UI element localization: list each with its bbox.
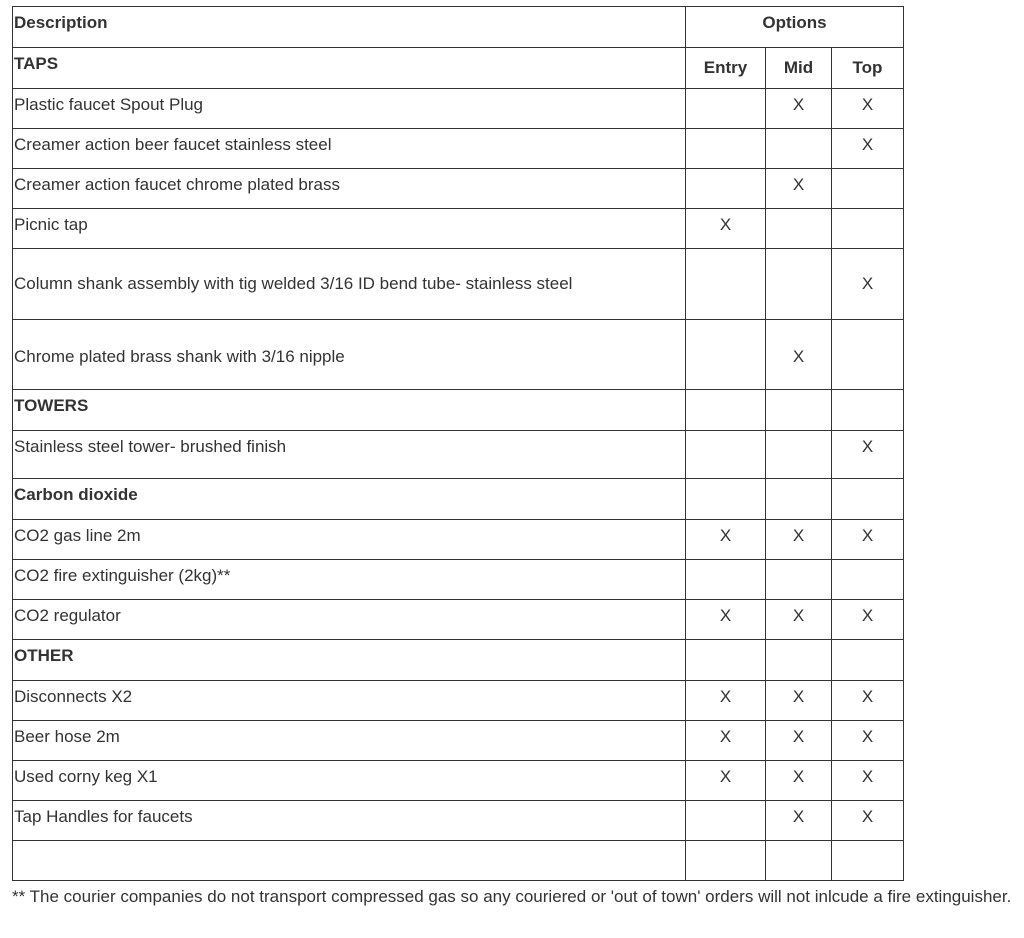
table-row [13,209,904,249]
table-row [13,249,904,320]
row-label: Creamer action beer faucet stainless steel [13,129,686,169]
footnote: ** The courier companies do not transport compressed gas so any couriered or 'out of town' orders will not inlcude a fire extinguisher. [12,887,1012,906]
row-label [13,841,686,881]
entry-mark: X [686,600,766,640]
table-row [13,520,904,560]
table-row [13,560,904,600]
row-label: CO2 gas line 2m [13,520,686,560]
entry-mark: X [686,209,766,249]
top-mark: X [832,520,904,560]
mid-mark: X [766,89,832,129]
top-mark: X [832,129,904,169]
row-label: CO2 regulator [13,600,686,640]
section-title-carbon-dioxide: Carbon dioxide [13,479,686,520]
top-mark [832,841,904,881]
taps-section-row [13,48,904,89]
table-row [13,431,904,479]
mid-mark: X [766,169,832,209]
mid-mark: X [766,681,832,721]
row-label: Plastic faucet Spout Plug [13,89,686,129]
description-header: Description [13,7,686,48]
section-title-other: OTHER [13,640,686,681]
entry-mark [686,320,766,390]
top-mark [832,479,904,520]
top-mark: X [832,249,904,320]
section-title-taps: TAPS [13,48,686,89]
top-mark: X [832,761,904,801]
top-mark [832,560,904,600]
entry-mark [686,640,766,681]
empty-row [13,841,904,881]
mid-mark [766,560,832,600]
row-label: CO2 fire extinguisher (2kg)** [13,560,686,600]
row-label: Chrome plated brass shank with 3/16 nipple [13,320,686,390]
entry-mark [686,801,766,841]
entry-mark [686,431,766,479]
mid-mark: X [766,600,832,640]
mid-mark: X [766,801,832,841]
entry-mark: X [686,520,766,560]
entry-mark [686,169,766,209]
top-mark [832,390,904,431]
mid-mark: X [766,320,832,390]
other-section-row [13,640,904,681]
entry-mark [686,479,766,520]
table-row [13,320,904,390]
top-mark [832,169,904,209]
table-row [13,129,904,169]
top-mark [832,320,904,390]
top-mark [832,640,904,681]
mid-mark: X [766,520,832,560]
mid-mark [766,431,832,479]
entry-mark [686,89,766,129]
entry-mark: X [686,761,766,801]
mid-mark: X [766,761,832,801]
mid-mark [766,479,832,520]
top-mark: X [832,681,904,721]
top-mark: X [832,721,904,761]
section-title-towers: TOWERS [13,390,686,431]
row-label: Picnic tap [13,209,686,249]
table-row [13,169,904,209]
row-label: Tap Handles for faucets [13,801,686,841]
row-label: Creamer action faucet chrome plated brass [13,169,686,209]
mid-mark [766,209,832,249]
entry-mark [686,129,766,169]
entry-mark [686,841,766,881]
entry-mark [686,560,766,600]
carbon-dioxide-section-row [13,479,904,520]
row-label: Stainless steel tower- brushed finish [13,431,686,479]
table-row [13,89,904,129]
top-mark: X [832,431,904,479]
mid-mark [766,841,832,881]
options-header: Options [686,7,904,48]
table-header-row [13,7,904,48]
row-label: Column shank assembly with tig welded 3/16 ID bend tube- stainless steel [13,249,686,320]
mid-mark: X [766,721,832,761]
top-mark [832,209,904,249]
entry-mark [686,249,766,320]
options-table [12,6,904,881]
entry-mark [686,390,766,431]
towers-section-row [13,390,904,431]
top-mark: X [832,600,904,640]
mid-mark [766,129,832,169]
row-label: Disconnects X2 [13,681,686,721]
table-row [13,600,904,640]
table-row [13,801,904,841]
column-header-entry: Entry [686,48,766,89]
row-label: Beer hose 2m [13,721,686,761]
table-row [13,681,904,721]
top-mark: X [832,801,904,841]
mid-mark [766,640,832,681]
entry-mark: X [686,681,766,721]
column-header-mid: Mid [766,48,832,89]
top-mark: X [832,89,904,129]
row-label: Used corny keg X1 [13,761,686,801]
table-row [13,721,904,761]
mid-mark [766,249,832,320]
table-row [13,761,904,801]
column-header-top: Top [832,48,904,89]
mid-mark [766,390,832,431]
entry-mark: X [686,721,766,761]
